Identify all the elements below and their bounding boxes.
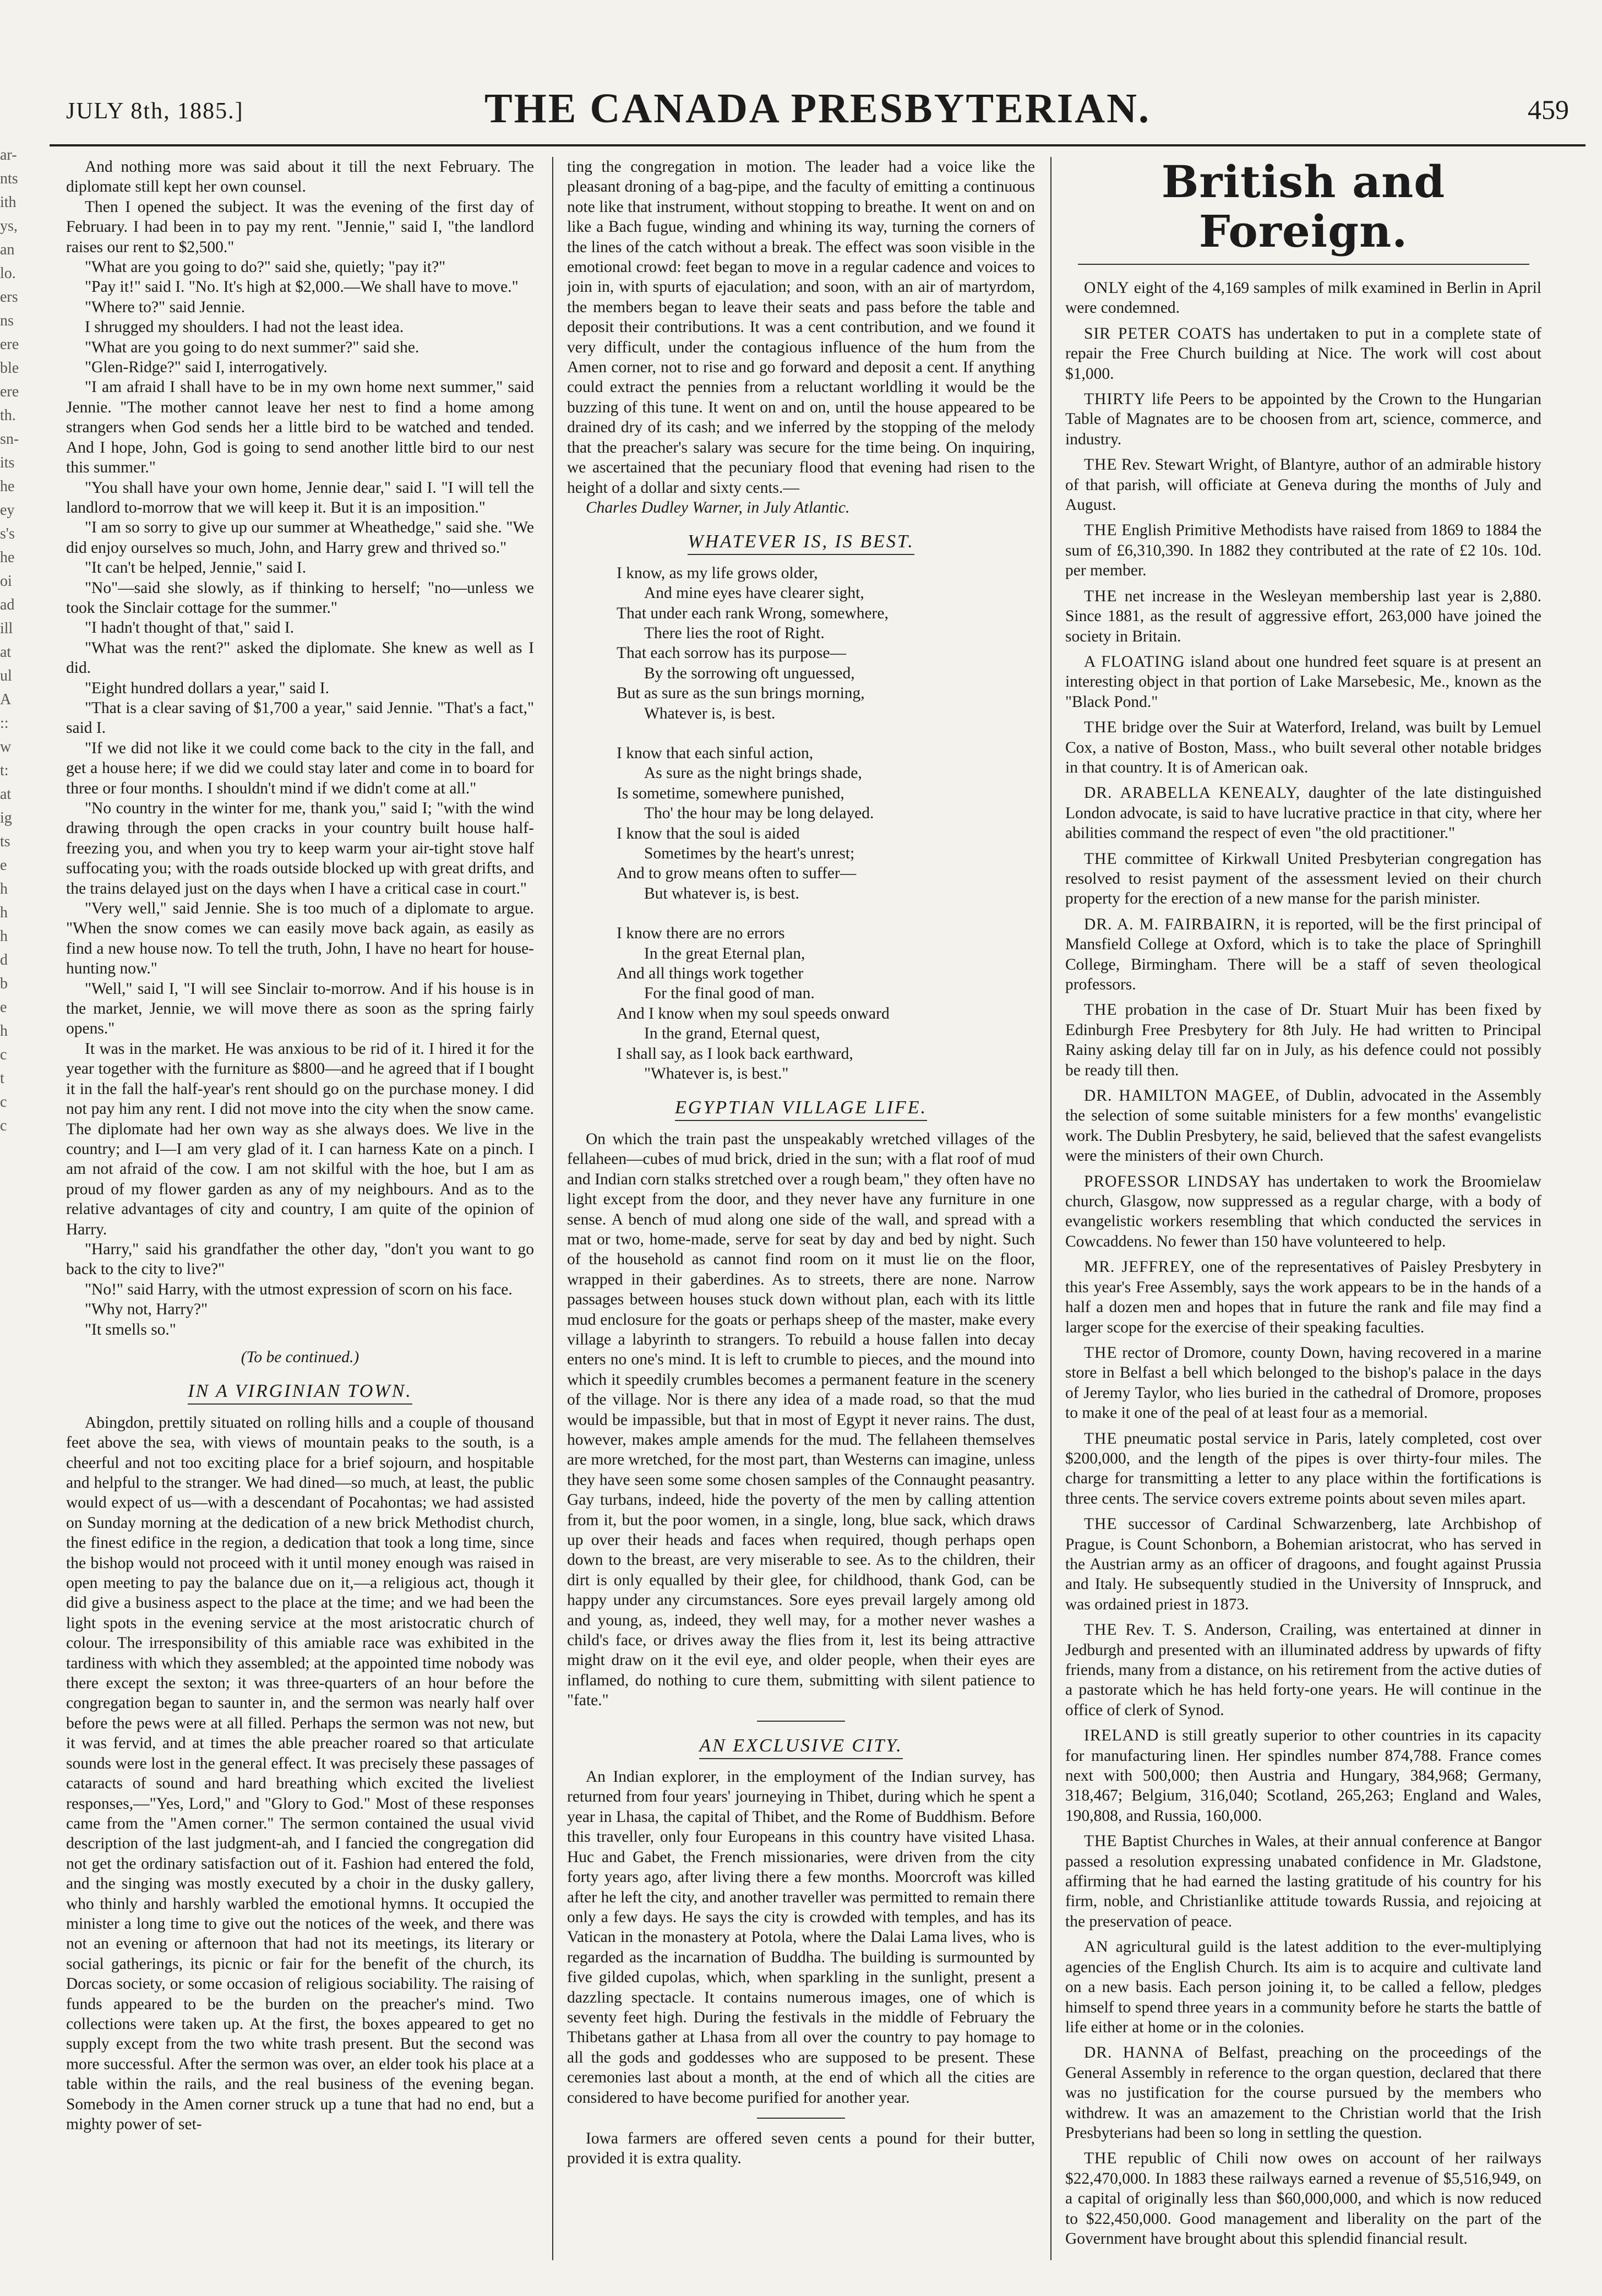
section-title-egypt: EGYPTIAN VILLAGE LIFE. [567, 1098, 1035, 1118]
to-be-continued: (To be continued.) [241, 1348, 359, 1366]
header-rule [50, 144, 1585, 146]
margin-fragment: ts [0, 833, 10, 850]
news-item-body: probation in the case of Dr. Stuart Muir has been fixed by Edinburgh Free Presbytery for 8th July. He had written to Principal Rainy asking delay till far on in July, as his defence could not possibly be ready till then. [1065, 1001, 1541, 1079]
story-paragraph: "Pay it!" said I. "No. It's high at $2,000.—We shall have to move." [85, 278, 519, 296]
news-item-body: of Belfast, preaching on the proceedings of the General Assembly in reference to the organ question, declared that there was no justification for the course pursued by the members who withdrew. It was an amazement to the Christian world that the Irish Presbyterians had been so long in settling the question. [1065, 2044, 1541, 2142]
poem-line: As sure as the night brings shade, [644, 764, 862, 782]
column-1 [66, 157, 534, 2277]
margin-fragment: ill [0, 620, 13, 637]
section-rule [757, 1721, 845, 1722]
story-paragraph: Then I opened the subject. It was the evening of the first day of February. I had been in to pay my rent. "Jennie," said I, "the landlord raises our rent to $2,500." [66, 198, 534, 256]
news-item [1065, 2148, 1541, 2249]
article-paragraph: On which the train past the unspeakably wretched villages of the fellaheen—cubes of mud brick, dried in the sun; with a flat roof of mud and Indian corn stalks stretched over a rough beam," they often have no light except from the door, and they never have any furniture in one sense. A bench of mud along one side of the wall, and spread with a mat or two, home-made, serve for seat by day and bed by night. Such of the household as cannot find room on it must lie on the floor, wrapped in their gaberdines. As to streets, there are none. Narrow passages between houses stuck down without plan, each with its little mud enclosure for the goats or perhaps sheep of the master, make every village a labyrinth to strangers. To rebuild a house fallen into decay enters no one's mind. It is left to crumble to pieces, and the mound into which it speedily crumbles becomes a permanent feature in the scenery of the village. Nor is there any idea of a made road, so that the mud would be impassible, but that in most of Egypt it never rains. The dust, however, makes ample amends for the mud. The fellaheen themselves are more wretched, for the most part, than Westerns can imagine, unless they have seen some some chosen samples of the Connaught peasantry. Gay turbans, indeed, hide the poverty of the men by calling attention from it, but the poor women, in a single, long, blue sack, which draws up over their heads and faces when required, though perhaps open down to the breast, are very miserable to see. As to the children, their dirt is only equalled by their glee, for childhood, thank God, can be happy under any circumstances. Sore eyes prevail largely among old and young, as, indeed, they well may, for a mother never washes a child's face, or drives away the flies from it, lest its being attractive might draw on it the evil eye, and older people, when their eyes are inflamed, do nothing to cure them, submitting with silent patience to "fate." [567, 1130, 1035, 1710]
margin-fragment: nts [0, 170, 18, 187]
news-item [1065, 1429, 1541, 1509]
story-paragraph: I shrugged my shoulders. I had not the least idea. [85, 318, 404, 336]
margin-fragment: th. [0, 407, 16, 424]
story-paragraph: "Why not, Harry?" [85, 1301, 208, 1319]
story-paragraph: "No"—said she slowly, as if thinking to herself; "no—unless we took the Sinclair cottage for the summer." [66, 579, 534, 617]
margin-fragment: sn- [0, 431, 19, 448]
news-item [1065, 1257, 1541, 1337]
news-item-lead: THE [1084, 1621, 1118, 1639]
poem-line: But as sure as the sun brings morning, [617, 684, 865, 703]
story-paragraph: "I hadn't thought of that," said I. [85, 619, 295, 637]
margin-fragment: ere [0, 383, 19, 400]
margin-fragment: its [0, 454, 15, 471]
news-item [1065, 455, 1541, 515]
section-title-exclusive: AN EXCLUSIVE CITY. [567, 1736, 1035, 1756]
margin-fragment: ys, [0, 217, 18, 235]
poem-line: Sometimes by the heart's unrest; [644, 845, 855, 862]
poem-line: And all things work together [617, 965, 804, 983]
margin-fragment: b [0, 975, 8, 992]
news-item-body: has undertaken to put in a complete state of repair the Free Church building at Nice. The work will cost about $1,000. [1065, 324, 1541, 383]
title-rule [1078, 264, 1529, 265]
news-item-lead: DR. A. M. FAIRBAIRN, [1084, 915, 1261, 933]
section-title-virginian: IN A VIRGINIAN TOWN. [66, 1381, 534, 1401]
margin-fragment: t [0, 1070, 4, 1087]
news-item [1065, 1937, 1541, 2037]
poem-line: That each sorrow has its purpose— [617, 644, 846, 662]
news-item-body: has undertaken to work the Broomielaw church, Glasgow, now suppressed as a regular charge, with a body of evangelistic workers resembling that which conducted the services in Cowcaddens. No fewer than 150 have volunteered to help. [1065, 1172, 1541, 1250]
british-foreign-title: British and Foreign. [1161, 157, 1446, 257]
page-number: 459 [1528, 94, 1569, 125]
news-item-body: pneumatic postal service in Paris, lately completed, cost over $200,000, and the length of the pipes is over thirty-four miles. The charge for transmitting a letter to any place within the fortifications is three cents. The service covers extreme points about seven miles apart. [1065, 1429, 1541, 1508]
news-item-lead: THE [1084, 1515, 1118, 1533]
exclusive-city-article [567, 1767, 1035, 2108]
story-paragraph: "What are you going to do next summer?" said she. [85, 338, 419, 356]
story-paragraph: "I am so sorry to give up our summer at Wheathedge," said she. "We did enjoy ourselves so much, John, and Harry grew and thrived so." [66, 519, 534, 557]
margin-fragment: ar- [0, 146, 17, 164]
virginian-town-article [66, 1413, 534, 2135]
news-item-body: bridge over the Suir at Waterford, Ireland, was built by Lemuel Cox, a native of Boston, Mass., who built several other notable bridges in that country. It is of American oak. [1065, 719, 1541, 776]
margin-fragment: h [0, 904, 8, 921]
margin-fragment: w [0, 738, 12, 755]
news-item [1065, 652, 1541, 712]
story-paragraph: "I am afraid I shall have to be in my own home next summer," said Jennie. "The mother cannot leave her nest to find a home among strangers when God sends her a little bird to be watched and tended. And I hope, John, God is going to send another little bird to our nest this summer." [66, 378, 534, 477]
column-divider-1 [552, 157, 553, 2260]
section-title-poem: WHATEVER IS, IS BEST. [567, 532, 1035, 552]
margin-fragment: e [0, 857, 7, 874]
margin-fragment: oi [0, 573, 12, 590]
article-signature: Charles Dudley Warner, in July Atlantic. [586, 498, 850, 516]
news-item-lead: THE [1084, 587, 1118, 605]
story-paragraph: "You shall have your own home, Jennie dear," said I. "I will tell the landlord to-morrow that we will keep it. But it is an imposition." [66, 478, 534, 516]
news-item-body: republic of Chili now owes on account of her railways $22,470,000. In 1883 these railways earned a revenue of $5,516,949, on a capital of originally less than $60,000,000, and which is now reduced to $22,450,000. Good management and liberality on the part of the Government have brought about this splendid financial result. [1065, 2150, 1541, 2248]
margin-fragment: ig [0, 809, 12, 826]
poem-line: And to grow means often to suffer— [617, 864, 857, 883]
news-item-lead: THIRTY [1084, 390, 1146, 409]
news-item [1065, 1343, 1541, 1423]
poem-line: Is sometime, somewhere punished, [617, 784, 844, 802]
news-item-body: Baptist Churches in Wales, at their annual conference at Bangor passed a resolution expressing unabated confidence in Mr. Gladstone, affirming that he had earned the lasting gratitude of his country for his firm, noble, and Christianlike attitude towards Russia, and rejoicing at the preservation of peace. [1065, 1832, 1541, 1930]
news-item-body: agricultural guild is the latest addition to the ever-multiplying agencies of the English Church. Its aim is to acquire and cultivate land on a new basis. Each person joining it, to be called a fellow, pledges himself to spend three years in a community before he starts the battle of life either at home or in the colonies. [1065, 1938, 1541, 2036]
news-item [1065, 1831, 1541, 1932]
news-item-body: committee of Kirkwall United Presbyterian congregation has resolved to resist payment of the assessment levied on their church property for the erection of a new manse for the parish minister. [1065, 850, 1541, 908]
news-item-lead: DR. ARABELLA KENEALY, [1084, 784, 1301, 802]
margin-fragment: h [0, 928, 8, 945]
news-item-lead: AN [1084, 1938, 1109, 1956]
story-paragraph: And nothing more was said about it till the next February. The diplomate still kept her own counsel. [66, 158, 534, 196]
news-item-body: it is reported, will be the first principal of Mansfield College at Oxford, which is to take the place of Springhill College, Birmingham. There will be a staff of seven theological professors. [1065, 915, 1541, 993]
margin-fragment: s's [0, 525, 15, 542]
poem-line: And mine eyes have clearer sight, [644, 584, 864, 602]
poem-line: But whatever is, is best. [644, 884, 799, 902]
margin-fragment: lo. [0, 265, 16, 282]
margin-fragment: d [0, 951, 8, 969]
story-paragraph: "Very well," said Jennie. She is too much of a diplomate to argue. "When the snow comes we can easily move back again, as easily as find a new house now. To tell the truth, John, I have no heart for house-hunting now." [66, 900, 534, 978]
margin-fragment: an [0, 241, 15, 258]
margin-fragment: ul [0, 667, 12, 684]
news-item [1065, 783, 1541, 843]
news-item-lead: A FLOATING [1084, 652, 1185, 671]
news-item-lead: THE [1084, 2150, 1118, 2168]
poem-line: Tho' the hour may be long delayed. [644, 804, 874, 823]
news-item-lead: THE [1084, 1001, 1118, 1019]
margin-fragment: c [0, 1046, 7, 1063]
news-item-body: successor of Cardinal Schwarzenberg, late Archbishop of Prague, is Count Schonborn, a Bohemian aristocrat, who has served in the Austrian army as an officer of dragoons, and fought against Prussia and Italy. He subsequently studied in the University of Innspruck, and was ordained priest in 1873. [1065, 1515, 1541, 1613]
masthead-title: THE CANADA PRESBYTERIAN. [484, 85, 1151, 132]
news-item [1065, 324, 1541, 384]
news-item-body: net increase in the Wesleyan membership last year is 2,880. Since 1881, as the result of aggressive effort, 263,000 have joined the society in Britain. [1065, 587, 1541, 645]
story-paragraph: "It smells so." [85, 1320, 176, 1339]
news-item-body: Rev. Stewart Wright, of Blantyre, author of an admirable history of that parish, will officiate at Geneva during the months of July and August. [1065, 456, 1541, 514]
news-item-body: daughter of the late distinguished London advocate, is said to have lucrative practice in that city, where her abilities command the respect of even "the old practitioner." [1065, 784, 1541, 842]
poem-line: "Whatever is, is best." [644, 1065, 789, 1083]
news-item [1065, 1620, 1541, 1720]
poem-line: That under each rank Wrong, somewhere, [617, 604, 889, 622]
stanza-gap [617, 723, 1035, 743]
virginian-continued: ting the congregation in motion. The leader had a voice like the pleasant droning of a bag-pipe, and the faculty of emitting a continuous note like that instrument, without stopping to breathe. It went on and on like a Bach fugue, winding and whining its way, turning the corners of the lines of the catch without a break. The effect was soon visible in the emotional crowd: feet began to move in a regular cadence and voices to join in, with spurts of ejaculation; and soon, with an air of martyrdom, the members began to leave their seats and pass before the table and deposit their contributions. It was a cent contribution, and we found it very difficult, under the contagious influence of the hum from the Amen corner, not to rise and go forward and deposit a cent. If anything could extract the pennies from a reluctant worldling it would be the buzzing of this tune. It went on and on, until the house appeared to be drained dry of its cash; and we inferred by the stopping of the melody that the preacher's salary was secure for the time being. On inquiring, we ascertained that the pecuniary flood that evening had risen to the height of a dollar and sixty cents.— [567, 158, 1035, 497]
news-item [1065, 849, 1541, 909]
column-2 [567, 157, 1035, 2277]
margin-fragment: A [0, 691, 12, 708]
news-item-lead: ONLY [1084, 279, 1130, 297]
poem-line: There lies the root of Right. [644, 624, 825, 642]
story-paragraph: "Glen-Ridge?" said I, interrogatively. [85, 358, 328, 377]
column-3 [1065, 157, 1541, 2277]
news-item-lead: THE [1084, 1343, 1118, 1362]
article-paragraph: Abingdon, prettily situated on rolling hills and a couple of thousand feet above the sea, with views of mountain peaks to the south, is a cheerful and not too exciting place for a brief sojourn, and hospitable and helpful to the stranger. We had dined—so much, at least, the public would expect of us—with a descendant of Pocahontas; we had assisted on Sunday morning at the dedication of a new brick Methodist church, the finest edifice in the region, a dedication that took a long time, since the bishop would not proceed with it until money enough was raised in open meeting to pay the balance due on it,—a religious act, though it did give a business aspect to the place at the time; and we had been the light spots in the evening service at the most aristocratic church of colour. The irresponsibility of this amiable race was exhibited in the tardiness with which they assembled; at the appointed time nobody was there except the sexton; it was three-quarters of an hour before the congregation began to saunter in, and the sermon was nearly half over before the pews were at all filled. Perhaps the sermon was not new, but it was fervid, and at times the able preacher roared so that articulate sounds were lost in the general effect. It was precisely these passages of cataracts of sound and hard breathing which excited the liveliest responses,—"Yes, Lord," and "Glory to God." Most of these responses came from the "Amen corner." The sermon contained the usual vivid description of the last judgment-ah, and I fancied the congregation did not get the ordinary satisfaction out of it. Fashion had entered the fold, and the singing was mostly executed by a choir in the dusky gallery, who thinly and harshly warbled the emotional hymns. It occupied the minister a long time to give out the notices of the week, and there was not an evening or afternoon that had not its meetings, its literary or social gatherings, its picnic or fair for the benefit of the church, its Dorcas society, or some occasion of religious sociability. The raising of funds appeared to be the burden on the preacher's mind. Two collections were taken up. At the first, the boxes appeared to get no supply except from the two white trash present. But the second was more successful. After the sermon was over, an elder took his place at a table within the rails, and the real business of the evening began. Somebody in the Amen corner struck up a tune that had no end, but a mighty power of set- [66, 1413, 534, 2133]
news-item [1065, 1726, 1541, 1826]
poem-line: In the great Eternal plan, [644, 944, 805, 962]
margin-fragment: at [0, 786, 12, 803]
section-rule [757, 2118, 845, 2119]
margin-fragment: he [0, 549, 15, 566]
story-paragraph: "It can't be helped, Jennie," said I. [85, 559, 307, 577]
news-item [1065, 717, 1541, 777]
margin-fragment: at [0, 644, 12, 661]
news-item-body: is still greatly superior to other countries in its capacity for manufacturing linen. Her spindles number 874,788. France comes next with 500,000; then Austria and Hungary, 384,968; Germany, 318,467; Belgium, 316,040; Scotland, 265,263; England and Wales, 190,808, and Russia, 160,000. [1065, 1727, 1541, 1825]
left-margin-fragments [0, 143, 33, 2290]
poem-line: And I know when my soul speeds onward [617, 1004, 890, 1022]
poem-line: I know that the soul is aided [617, 824, 800, 842]
news-item [1065, 389, 1541, 449]
margin-fragment: ere [0, 336, 19, 353]
margin-fragment: h [0, 1022, 8, 1040]
margin-fragment: ey [0, 502, 15, 519]
news-item [1065, 278, 1541, 318]
news-item-body: island about one hundred feet square is at present an interesting object in that portion of Lake Marsebesic, Me., known as the "Black Pond." [1065, 652, 1541, 711]
news-item [1065, 1086, 1541, 1166]
news-item-body: eight of the 4,169 samples of milk examined in Berlin in April were condemned. [1065, 279, 1541, 317]
story-paragraph: "Harry," said his grandfather the other day, "don't you want to go back to the city to live?" [66, 1240, 534, 1278]
article-paragraph: An Indian explorer, in the employment of the Indian survey, has returned from four years' journeying in Thibet, during which he spent a year in Lhasa, the capital of Thibet, and the Rome of Buddhism. Before this traveller, only four Europeans in this country have visited Lhasa. Huc and Gabet, the French missionaries, were driven from the city forty years ago, after living there a few months. Moorcroft was killed after he left the city, and another traveller was permitted to remain there only a few days. He says the city is crowded with temples, and has its Vatican in the monastery at Potola, where the Dalai Lama lives, who is regarded as the incarnation of Buddha. The building is surmounted by five gilded cupolas, which, when sparkling in the sunlight, present a dazzling spectacle. It contains numerous images, one of which is seventy feet high. During the festivals in the middle of February the Thibetans gather at Lhasa from all over the country to pay homage to all the gods and goddesses who are supposed to be present. These ceremonies last about a month, at the end of which all the cities are considered to have become purified for another year. [567, 1768, 1035, 2107]
poem-line: I know that each sinful action, [617, 744, 814, 762]
story-paragraph: "What are you going to do?" said she, quietly; "pay it?" [85, 258, 446, 276]
news-item-body: one of the representatives of Paisley Presbytery in this year's Free Assembly, says the work appears to be in the hands of a half a dozen men and hopes that in future the rank and file may find a larger scope for the exercise of their speaking faculties. [1065, 1258, 1541, 1336]
story-paragraph: "No!" said Harry, with the utmost expression of scorn on his face. [85, 1280, 513, 1298]
margin-fragment: ad [0, 596, 15, 613]
margin-fragment: h [0, 880, 8, 897]
margin-fragment: t: [0, 762, 9, 779]
poem-line: I know there are no errors [617, 924, 785, 943]
margin-fragment: ns [0, 312, 14, 329]
news-item-lead: THE [1084, 1832, 1118, 1851]
news-item-lead: DR. HANNA [1084, 2044, 1185, 2062]
margin-fragment: e [0, 999, 7, 1016]
egypt-article [567, 1129, 1035, 1711]
story-paragraph: "That is a clear saving of $1,700 a year," said Jennie. "That's a fact," said I. [66, 699, 534, 737]
story-paragraph: It was in the market. He was anxious to be rid of it. I hired it for the year together with the furniture as $800—and he agreed that if I bought it in the fall the half-year's rent should go on the purchase money. I did not pay him any rent. I did not move into the city when the snow came. The diplomate had her own way as she always does. We live in the country; and I—I am very glad of it. I can harness Kate on a pinch. I am not afraid of the cow. I am not skilful with the hoe, but I am as proud of my flower garden as any of my neighbours. And as to the relative advantages of city and country, I am quite of the opinion of Harry. [66, 1040, 534, 1238]
story-paragraph: "Well," said I, "I will see Sinclair to-morrow. And if his house is in the market, Jennie, we will move there as soon as the spring fairly opens." [66, 980, 534, 1038]
poem-line: Whatever is, is best. [644, 704, 776, 722]
margin-fragment: c [0, 1093, 7, 1111]
poem-line: By the sorrowing oft unguessed, [644, 664, 855, 682]
column-divider-2 [1050, 157, 1051, 2260]
margin-fragment: ble [0, 360, 19, 377]
story-paragraph: "No country in the winter for me, thank you," said I; "with the wind drawing through the open cracks in your country built house half-freezing you, and when you try to keep warm your air-tight stove half suffocating you; with the roads outside blocked up with great drifts, and the trains delayed just on the days when I have a critical case in court." [66, 799, 534, 897]
story-paragraph: "Eight hundred dollars a year," said I. [85, 679, 329, 697]
margin-fragment: ers [0, 289, 18, 306]
news-item [1065, 520, 1541, 580]
poem-line: I shall say, as I look back earthward, [617, 1044, 853, 1063]
story-paragraph: "Where to?" said Jennie. [85, 298, 246, 316]
news-item-lead: SIR PETER COATS [1084, 324, 1232, 342]
page-header [50, 77, 1585, 138]
news-item-lead: PROFESSOR LINDSAY [1084, 1172, 1261, 1190]
news-item-lead: THE [1084, 456, 1118, 474]
story-paragraph: "If we did not like it we could come back to the city in the fall, and get a house here; if we did we could stay later and come in to board for three or four months. I shouldn't mind if we didn't come at all." [66, 739, 534, 797]
news-item [1065, 1514, 1541, 1614]
news-item-lead: DR. HAMILTON MAGEE, [1084, 1087, 1280, 1105]
issue-date: JULY 8th, 1885.] [66, 99, 244, 124]
news-item-lead: MR. JEFFREY, [1084, 1258, 1195, 1276]
news-item [1065, 1000, 1541, 1080]
news-item [1065, 2043, 1541, 2143]
news-item-lead: THE [1084, 719, 1118, 737]
poem-line: In the grand, Eternal quest, [644, 1025, 820, 1043]
margin-fragment: c [0, 1117, 7, 1134]
news-item-lead: THE [1084, 1429, 1118, 1448]
news-item-body: English Primitive Methodists have raised from 1869 to 1884 the sum of £6,310,390. In 1882 they contributed at the rate of £2 10s. 10d. per member. [1065, 521, 1541, 580]
news-item-body: life Peers to be appointed by the Crown to the Hungarian Table of Magnates are to be choosen from art, science, commerce, and industry. [1065, 390, 1541, 448]
news-item [1065, 915, 1541, 995]
poem-line: For the final good of man. [644, 984, 815, 1003]
news-item-lead: IRELAND [1084, 1727, 1159, 1745]
news-item-body: of Dublin, advocated in the Assembly the selection of some suitable ministers for a few months' evangelistic work. The Dublin Presbytery, he said, believed that the safest evangelists were the ministers of their own Church. [1065, 1087, 1541, 1165]
news-items [1065, 278, 1541, 2249]
bottom-note: Iowa farmers are offered seven cents a pound for their butter, provided it is extra quality. [567, 2129, 1035, 2168]
news-item [1065, 1172, 1541, 1252]
serial-story [66, 157, 534, 1340]
poem-line: I know, as my life grows older, [617, 564, 818, 582]
story-paragraph: "What was the rent?" asked the diplomate. She knew as well as I did. [66, 639, 534, 677]
margin-fragment: he [0, 478, 15, 495]
margin-fragment: :: [0, 715, 9, 732]
news-item [1065, 586, 1541, 646]
news-item-body: rector of Dromore, county Down, having recovered in a marine store in Belfast a bell which belonged to the bishop's palace in the days of Jeremy Taylor, who lies buried in the cathedral of Dromore, proposes to make it one of the peal of at least four as a memorial. [1065, 1343, 1541, 1422]
poem [567, 563, 1035, 1084]
news-item-body: Rev. T. S. Anderson, Crailing, was entertained at dinner in Jedburgh and presented with an illuminated address by upwards of fifty friends, many from a distance, on his retirement from the active duties of a pastorate which he has held forty-one years. He will continue in the office of clerk of Synod. [1065, 1621, 1541, 1719]
news-item-lead: THE [1084, 521, 1118, 540]
margin-fragment: ith [0, 194, 17, 211]
news-item-lead: THE [1084, 850, 1118, 868]
stanza-gap [617, 904, 1035, 923]
